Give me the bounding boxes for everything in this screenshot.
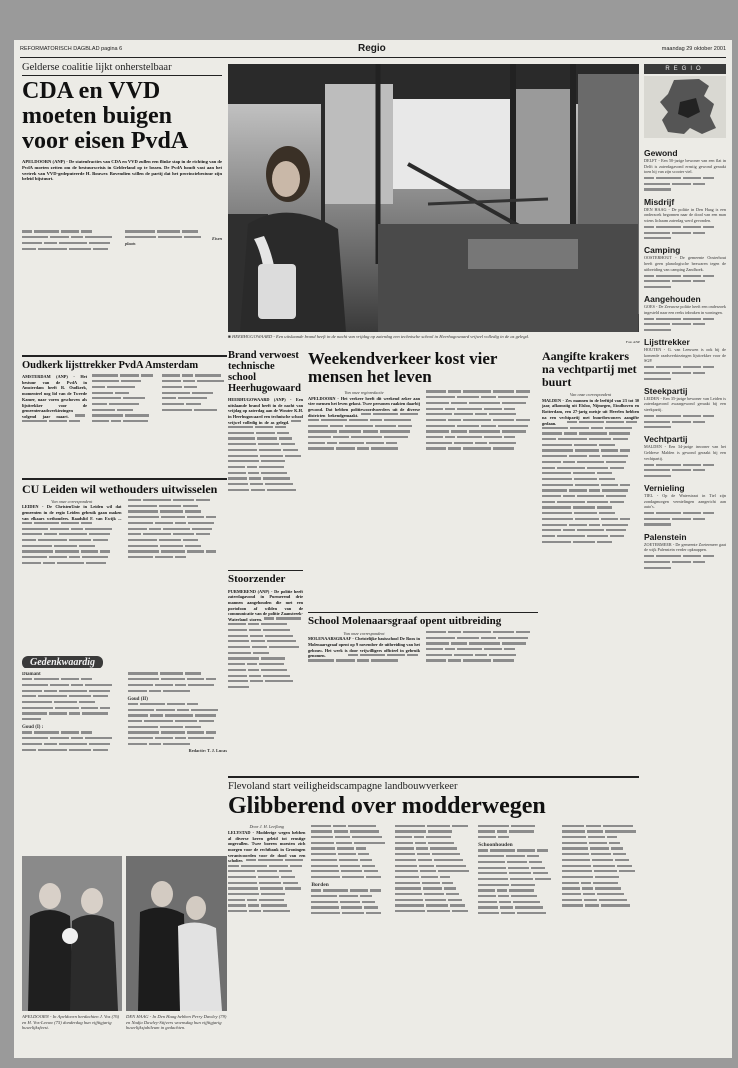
oudkerk-headline: Oudkerk lijsttrekker PvdA Amsterdam: [22, 360, 199, 371]
sidebar-brief-title: Camping: [644, 245, 681, 256]
page-header: [20, 43, 726, 57]
sidebar-brief-text: ZOETERMEER - De gemeente Zoetermeer gaat de wijk Palenstein verder opknappen.: [644, 541, 726, 553]
greeked-text: [22, 230, 203, 252]
coalition-columns: [22, 230, 222, 325]
couple-caption-2: DEN HAAG - In Den Haag hebben Perry Dawley (79) en Nadja Dawley-Stijvers woensdag hun vijftigjarig huwelijksjubileum in gedachten.: [126, 1014, 227, 1031]
coalition-lead: APELDOORN (ANP) - De statenfracties van CDA en VVD zullen een flinke stap in de richting van de PvdA moeten zetten om de bestuurscrisis in Gelderland op te lossen. De PvdA houdt vast aan het vertrek van VVD-gedeputeerde H. Bouwer. Bovendien willen de partij dat het provinciebestuur zijn beleid bijstuurt.: [22, 159, 222, 182]
sidebar-brief-title: Gewond: [644, 148, 678, 158]
sidebar-brief-title: Vernieling: [644, 483, 685, 493]
sidebar-brief-filler: [644, 463, 726, 480]
sidebar-brief-title: Steekpartij: [644, 385, 688, 396]
krakers-headline: Aangifte krakers na vechtpartij met buurt: [542, 350, 637, 389]
cu-article: [22, 478, 227, 648]
cu-headline: CU Leiden wil wethouders uitwisselen: [22, 482, 218, 496]
newspaper-page: [14, 40, 732, 1058]
oudkerk-article: [22, 355, 227, 473]
greeked-text: [644, 177, 716, 193]
oudkerk-body: AMSTERDAM (ANP) - Het bestuur van de PvdA in Amsterdam heeft R. Oudkerk, momenteel nog lid van de Tweede Kamer, naar voren geschoven als lijsttrekker voor de gemeenteraadsverkiezingen volgend jaar maart.: [22, 374, 227, 473]
greeked-text: [644, 317, 716, 333]
header-date: maandag 29 oktober 2001: [661, 46, 726, 52]
couple-caption-1: APELDOORN - In Apeldoorn herdachten J. Vos (76) en H. Vos-Leeuw (75) donderdag hun vijftigjarig huwelijksfeest.: [22, 1014, 120, 1031]
brand-headline: Brand verwoest technische school Heerhugowaard: [228, 350, 301, 395]
fire-photo-caption: ■ HEERHUGOWAARD - Een uitslaande brand heeft in de nacht van vrijdag op zaterdag een technische school in Heerhugowaard vrijwel volledig in de as gelegd.: [228, 334, 529, 339]
regio-banner: REGIO: [644, 64, 726, 74]
camera-icon: ■: [228, 334, 232, 339]
greeked-text: [644, 274, 716, 290]
greeked-text: [228, 617, 303, 690]
sidebar-brief-title: Lijsttrekker: [644, 337, 690, 348]
sidebar-brief-text: OOSTERHOUT - De gemeente Oosterhout heeft geen planologische bezwaren tegen de uitbreiding van camping Zandhoek.: [644, 255, 726, 272]
header-left: REFORMATORISCH DAGBLAD pagina 6: [20, 46, 123, 52]
greeked-text: [542, 421, 639, 546]
fire-photo-image: [228, 64, 639, 332]
weekend-headline: Weekendverkeer kost vier mensen het leven: [308, 350, 498, 386]
greeked-text: [644, 463, 716, 479]
gedenkwaardig-body: Diamant Goud (I) : Goud (II) Redactie: T. J. Lucas: [22, 672, 227, 754]
coalition-headline: CDA en VVD moeten buigen voor eisen PvdA: [22, 78, 189, 154]
sidebar-brief-title: Vechtpartij: [644, 434, 688, 445]
regio-sidebar: [644, 64, 726, 1054]
greeked-text: [644, 555, 716, 571]
greeked-text: [644, 225, 716, 241]
sidebar-brief-text: GOES - De Zeeuwse politie heeft een onderzoek ingesteld naar een reeks inbraken in woningen.: [644, 303, 726, 315]
sidebar-brief-filler: [644, 555, 726, 572]
sidebar-brief-text: LEIDEN - Een 35-jarige bewoner van Leiden is zaterdagavond zwaargewond geraakt bij een steekpartij.: [644, 395, 726, 412]
sidebar-brief-filler: [644, 366, 726, 383]
sidebar-brief-text: HOUTEN - G. van Leeuwen is ook bij de komende raadsverkiezingen lijsttrekker voor de SGP.: [644, 347, 726, 364]
coalition-kicker: Gelderse coalitie lijkt onherstelbaar: [22, 62, 172, 73]
stoorzender-headline: Stoorzender: [228, 573, 286, 585]
coalition-subhead: Eisen plaats: [125, 235, 222, 247]
sidebar-brief-text: DELFT - Een 50-jarige bewoner van een flat in Delft is zaterdagavond ernstig gewond geraakt toen hij van zijn scooter viel.: [644, 158, 726, 175]
molenaar-headline: School Molenaarsgraaf opent uitbreiding: [308, 615, 502, 627]
fire-photo-credit: Foto ANP: [625, 340, 640, 344]
greeked-text: [644, 366, 716, 382]
greeked-text: [228, 420, 303, 493]
weekend-article: Weekendverkeer kost vier mensen het leven Van onze regioredactie APELDOORN - Het verkeer heeft dit weekend zeker aan vier mensen het leven gekost. Twee personen raakten daarbij gewond. Dat hebben politiewoordvoerders uit de diverse districten bekendgemaakt.: [308, 350, 538, 608]
sidebar-brief-filler: [644, 414, 726, 431]
molenaar-article: School Molenaarsgraaf opent uitbreiding Van onze correspondent MOLENAARSGRAAF - Christelijke basisschool De Roos in Molenaarsgraaf opent op 9 november de uitbreiding van het gebouw. Het werk is door vrijwilligers officieel in gebruik genomen.: [308, 612, 538, 742]
gedenkwaardig-banner: Gedenkwaardig: [22, 652, 227, 668]
landbouw-article: Flevoland start veiligheidscampagne landbouwverkeer Glibberend over modderwegen Door J. H. Leeflang LELYSTAD - Modderige wegen hebben al diverse keren geleid tot ernstige ongevallen. Twee boeren moesten zich morgen voor de rechtbank in Groningen verantwoorden voor de dood van een scholier. Borden Schoonhouden: [228, 776, 639, 1054]
sidebar-brief-text: MALDEN - Een 34-jarige inwoner van het Geldrese Malden is gewond geraakt bij een vechtpartij.: [644, 444, 726, 461]
couple-photo-denhaag: [126, 856, 227, 1011]
landbouw-headline: Glibberend over modderwegen: [228, 793, 546, 819]
greeked-text: [22, 678, 114, 723]
sidebar-brief-filler: [644, 317, 726, 334]
netherlands-map-icon: [644, 76, 726, 138]
header-section: Regio: [358, 43, 386, 54]
sidebar-brief-filler: [644, 512, 726, 529]
sidebar-brief-filler: [644, 177, 726, 194]
cu-body: Van onze correspondent LEIDEN - De ChristenUnie in Leiden wil dat gemeenten in de regio Leiden gebruik gaan maken van elkaars wethouders. Raadslid F. van Ewijk ...: [22, 499, 227, 648]
sidebar-brief-title: Misdrijf: [644, 196, 675, 207]
stoorzender-article: Stoorzender PURMEREND (ANP) - De politie heeft zaterdagavond in Purmerend drie mannen aangehouden die met een portofoon af wilden van de communicatie van de politie Zaanstreek-Waterland storen.: [228, 570, 303, 770]
sidebar-brief-text: DEN HAAG - De politie in Den Haag is een onderzoek begonnen naar de dood van een man wiens lichaam zaterdag werd gevonden.: [644, 206, 726, 223]
couple-photo-apeldoorn: [22, 856, 122, 1011]
sidebar-brief-filler: [644, 225, 726, 242]
fire-photo: [228, 64, 639, 332]
sidebar-brief-title: Aangehouden: [644, 293, 701, 304]
sidebar-brief-filler: [644, 274, 726, 291]
krakers-article: Aangifte krakers na vechtpartij met buurt Van onze correspondent MALDEN - Zes mannen in de leeftijd van 23 tot 30 jaar, afkomstig uit Elsloo, Nijmegen, Eindhoven en Rotterdam, een 27-jarig meisje uit Heerlen hebben na een vechtpartij met buurtbewoners aangifte gedaan.: [542, 350, 639, 740]
sidebar-brief-text: TIEL - Op de Waterstraat in Tiel zijn zondagmorgen vernielingen aangericht aan auto's.: [644, 493, 726, 510]
sidebar-brief-title: Palenstein: [644, 531, 687, 542]
landbouw-kicker: Flevoland start veiligheidscampagne landbouwverkeer: [228, 781, 458, 792]
sidebar-briefs: [644, 148, 726, 572]
greeked-text: [644, 414, 716, 430]
greeked-text: [128, 703, 220, 748]
greeked-text: [644, 512, 716, 528]
brand-article: Brand verwoest technische school Heerhugowaard HEERHUGOWAARD (ANP) - Een uitslaande brand heeft in de nacht van vrijdag op zaterdag aan de Wouter K.H. in Heerhugowaard een technische school vrijwel volledig in de as gelegd.: [228, 350, 303, 565]
